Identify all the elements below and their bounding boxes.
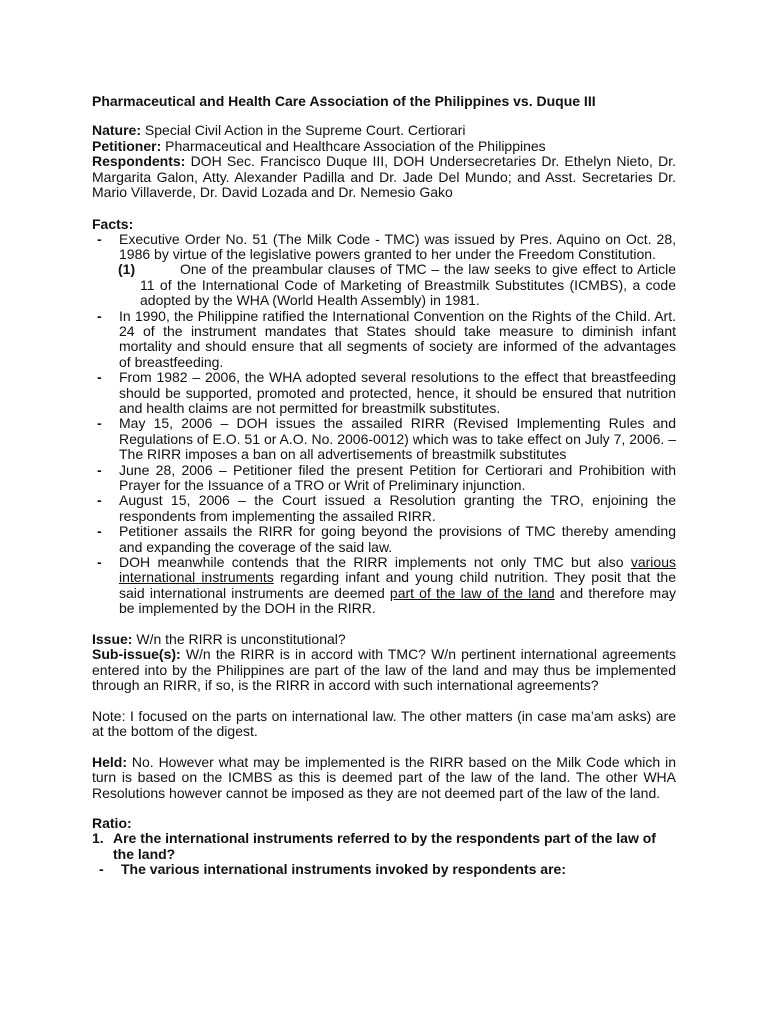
fact-text-part: DOH meanwhile contends that the RIRR implements not only TMC but also [119, 554, 631, 571]
issue-section [92, 632, 676, 694]
held-text: No. However what may be implemented is the RIRR based on the Milk Code which in turn is based on the ICMBS as this is deemed part of the law of the land. The other WHA Resolutions however cannot be imposed as they are not deemed part of the law of the land. [92, 753, 676, 801]
fact-text-part: and therefore may be implemented by the DOH in the RIRR. [119, 584, 676, 617]
respondents-line [92, 154, 676, 201]
petitioner-line [92, 139, 676, 155]
note-paragraph: Note: I focused on the parts on international law. The other matters (in case ma’am asks) are at the bottom of the digest. [92, 707, 676, 740]
dash-bullet: - [99, 861, 104, 878]
ratio-bullet-text: The various international instruments invoked by respondents are: [121, 861, 566, 878]
dash-bullet: - [97, 492, 102, 509]
subissue-line [92, 647, 676, 694]
case-title: Pharmaceutical and Health Care Association of the Philippines vs. Duque III [92, 93, 596, 109]
sub-item-text: One of the preambular clauses of TMC – the law seeks to give effect to Article 11 of the International Code of Marketing of Breastmilk Substitutes (ICMBS), a code adopted by the WHA (World Health Assembly) in 1981. [140, 261, 676, 309]
underlined-phrase: various international instruments [119, 554, 676, 586]
sub-item [92, 262, 676, 308]
fact-text: From 1982 – 2006, the WHA adopted several resolutions to the effect that breastfeeding should be supported, promoted and protected, hence, it should be ensured that nutrition and health claims are not permitted for breastmilk substitutes. [119, 369, 676, 416]
dash-bullet: - [97, 230, 102, 247]
held-label: Held: [92, 753, 127, 770]
nature-line [92, 123, 676, 139]
list-item [92, 309, 676, 371]
list-item [92, 232, 676, 263]
fact-text: Petitioner assails the RIRR for going beyond the provisions of TMC thereby amending and expanding the coverage of the said law. [119, 523, 676, 555]
issue-line [92, 632, 676, 648]
fact-text: May 15, 2006 – DOH issues the assailed RIRR (Revised Implementing Rules and Regulations of E.O. 51 or A.O. No. 2006-0012) which was to take effect on July 7, 2006. – The RIRR imposes a ban on all advertisements of breastmilk substitutes [119, 415, 676, 463]
facts-list [92, 232, 676, 263]
dash-bullet: - [97, 461, 102, 478]
question-number: 1. [92, 830, 104, 847]
fact-text-part: regarding infant and young child nutrition. They posit that the said international instruments are deemed [119, 569, 676, 601]
petitioner-label: Petitioner: [92, 137, 162, 154]
ratio-question [92, 831, 676, 862]
fact-text: In 1990, the Philippine ratified the International Convention on the Rights of the Child. Art. 24 of the instrument mandates that States should take measure to diminish infant mortality and should ensure that all segments of society are informed of the advantages of breastfeeding. [119, 307, 676, 370]
fact-text: June 28, 2006 – Petitioner filed the present Petition for Certiorari and Prohibition with Prayer for the Issuance of a TRO or Writ of Preliminary injunction. [119, 461, 676, 493]
dash-bullet: - [97, 307, 102, 324]
facts-section [92, 216, 676, 617]
issue-label: Issue: [92, 630, 133, 647]
respondents-label: Respondents: [92, 153, 186, 169]
list-item [92, 370, 676, 416]
nature-text: Special Civil Action in the Supreme Court. Certiorari [144, 122, 466, 138]
subissue-label: Sub-issue(s): [92, 646, 181, 663]
issue-text: W/n the RIRR is unconstitutional? [136, 630, 346, 647]
petitioner-text: Pharmaceutical and Healthcare Association of the Philippines [165, 137, 546, 154]
question-text: Are the international instruments referred to by the respondents part of the law of the land? [113, 830, 656, 862]
case-meta [92, 123, 676, 201]
list-item [92, 555, 676, 617]
dash-bullet: - [97, 369, 102, 386]
subissue-text: W/n the RIRR is in accord with TMC? W/n pertinent international agreements entered into by the Philippines are part of the law of the land and may thus be implemented through an RIRR, if so, is the RIRR in accord with such international agreements? [92, 646, 677, 694]
sub-item-number: (1) [118, 261, 136, 278]
ratio-bullet [92, 862, 676, 878]
list-item [92, 416, 676, 462]
ratio-section [92, 815, 676, 878]
list-item [92, 463, 676, 494]
nature-label: Nature: [92, 122, 142, 138]
held-section [92, 755, 676, 802]
fact-text: August 15, 2006 – the Court issued a Resolution granting the TRO, enjoining the respondents from implementing the assailed RIRR. [119, 492, 676, 524]
facts-list-continued [92, 309, 676, 617]
dash-bullet: - [97, 523, 102, 540]
facts-heading: Facts: [92, 215, 134, 232]
respondents-text: DOH Sec. Francisco Duque III, DOH Undersecretaries Dr. Ethelyn Nieto, Dr. Margarita Galon, Atty. Alexander Padilla and Dr. Jade Del Mundo; and Asst. Secretaries Dr. Mario Villaverde, Dr. David Lozada and Dr. Nemesio Gako [92, 153, 677, 200]
dash-bullet: - [97, 415, 102, 432]
list-item [92, 493, 676, 524]
dash-bullet: - [97, 554, 102, 571]
underlined-phrase: part of the law of the land [389, 584, 555, 601]
fact-text: Executive Order No. 51 (The Milk Code - TMC) was issued by Pres. Aquino on Oct. 28, 1986 by virtue of the legislative powers granted to her under the Freedom Constitution. [119, 230, 676, 262]
ratio-heading: Ratio: [92, 815, 132, 832]
list-item [92, 524, 676, 555]
held-line [92, 755, 676, 802]
